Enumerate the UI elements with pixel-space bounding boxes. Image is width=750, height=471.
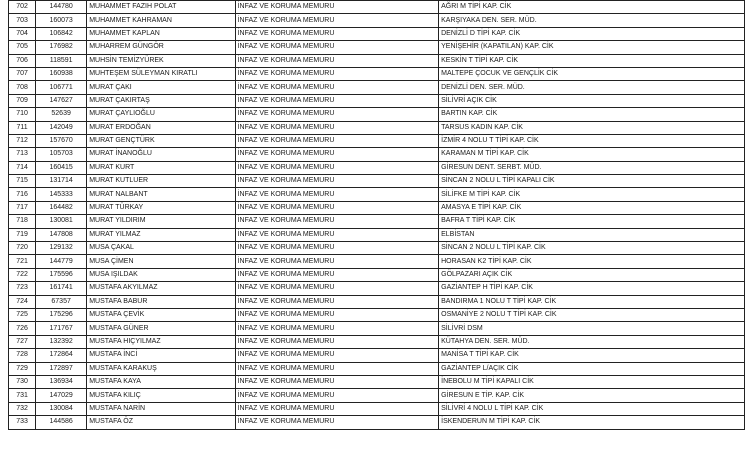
row-number: 728 xyxy=(9,349,36,362)
table-row xyxy=(9,14,745,27)
person-name: MUHAMMET FAZIH POLAT xyxy=(87,1,235,14)
registry-number: 142049 xyxy=(36,121,87,134)
row-number: 720 xyxy=(9,242,36,255)
registry-number: 131714 xyxy=(36,175,87,188)
registry-number: 147808 xyxy=(36,228,87,241)
person-name: MURAT YILMAZ xyxy=(87,228,235,241)
table-row xyxy=(9,362,745,375)
person-name: MUHAMMET KAHRAMAN xyxy=(87,14,235,27)
institution-name: SİNCAN 2 NOLU L TİPİ KAP. CİK xyxy=(439,242,745,255)
table-row xyxy=(9,188,745,201)
position-title: İNFAZ VE KORUMA MEMURU xyxy=(235,175,439,188)
institution-name: KÜTAHYA DEN. SER. MÜD. xyxy=(439,335,745,348)
person-name: MUSA IŞILDAK xyxy=(87,268,235,281)
row-number: 708 xyxy=(9,81,36,94)
position-title: İNFAZ VE KORUMA MEMURU xyxy=(235,54,439,67)
position-title: İNFAZ VE KORUMA MEMURU xyxy=(235,375,439,388)
position-title: İNFAZ VE KORUMA MEMURU xyxy=(235,161,439,174)
row-number: 717 xyxy=(9,201,36,214)
row-number: 716 xyxy=(9,188,36,201)
person-name: MURAT ERDOĞAN xyxy=(87,121,235,134)
registry-number: 175596 xyxy=(36,268,87,281)
registry-number: 147627 xyxy=(36,94,87,107)
registry-number: 145333 xyxy=(36,188,87,201)
registry-number: 160938 xyxy=(36,67,87,80)
table-row xyxy=(9,121,745,134)
institution-name: GÖLPAZARI AÇIK CİK xyxy=(439,268,745,281)
institution-name: MALTEPE ÇOCUK VE GENÇLİK CİK xyxy=(439,67,745,80)
position-title: İNFAZ VE KORUMA MEMURU xyxy=(235,215,439,228)
person-name: MUSTAFA KILIÇ xyxy=(87,389,235,402)
institution-name: KESKİN T TİPİ KAP. CİK xyxy=(439,54,745,67)
institution-name: KARŞIYAKA DEN. SER. MÜD. xyxy=(439,14,745,27)
row-number: 702 xyxy=(9,1,36,14)
person-name: MURAT YILDIRIM xyxy=(87,215,235,228)
table-row xyxy=(9,389,745,402)
position-title: İNFAZ VE KORUMA MEMURU xyxy=(235,94,439,107)
table-row xyxy=(9,322,745,335)
person-name: MUSTAFA ÖZ xyxy=(87,416,235,429)
institution-name: GAZİANTEP L/AÇIK CİK xyxy=(439,362,745,375)
position-title: İNFAZ VE KORUMA MEMURU xyxy=(235,1,439,14)
registry-number: 118591 xyxy=(36,54,87,67)
row-number: 727 xyxy=(9,335,36,348)
person-name: MUSTAFA İNCİ xyxy=(87,349,235,362)
institution-name: GAZİANTEP H TİPİ KAP. CİK xyxy=(439,282,745,295)
position-title: İNFAZ VE KORUMA MEMURU xyxy=(235,148,439,161)
institution-name: İSKENDERUN M TİPİ KAP. CİK xyxy=(439,416,745,429)
position-title: İNFAZ VE KORUMA MEMURU xyxy=(235,242,439,255)
person-name: MUSA ÇİMEN xyxy=(87,255,235,268)
table-row xyxy=(9,349,745,362)
registry-number: 130081 xyxy=(36,215,87,228)
table-row xyxy=(9,108,745,121)
institution-name: TARSUS KADIN KAP. CİK xyxy=(439,121,745,134)
institution-name: SİLİVRİ AÇIK CİK xyxy=(439,94,745,107)
row-number: 729 xyxy=(9,362,36,375)
table-row xyxy=(9,242,745,255)
person-name: MURAT TÜRKAY xyxy=(87,201,235,214)
row-number: 733 xyxy=(9,416,36,429)
position-title: İNFAZ VE KORUMA MEMURU xyxy=(235,188,439,201)
position-title: İNFAZ VE KORUMA MEMURU xyxy=(235,282,439,295)
position-title: İNFAZ VE KORUMA MEMURU xyxy=(235,108,439,121)
table-row xyxy=(9,1,745,14)
row-number: 704 xyxy=(9,27,36,40)
institution-name: İNEBOLU M TİPİ KAPALI CİK xyxy=(439,375,745,388)
institution-name: AĞRI M TİPİ KAP. CİK xyxy=(439,1,745,14)
person-name: MUHTEŞEM SÜLEYMAN KIRATLI xyxy=(87,67,235,80)
institution-name: BARTIN KAP. CİK xyxy=(439,108,745,121)
table-row xyxy=(9,402,745,415)
table-row xyxy=(9,295,745,308)
registry-number: 157670 xyxy=(36,134,87,147)
registry-number: 130084 xyxy=(36,402,87,415)
row-number: 724 xyxy=(9,295,36,308)
table-row xyxy=(9,375,745,388)
person-name: MUSA ÇAKAL xyxy=(87,242,235,255)
table-row xyxy=(9,148,745,161)
registry-number: 106771 xyxy=(36,81,87,94)
table-row xyxy=(9,81,745,94)
position-title: İNFAZ VE KORUMA MEMURU xyxy=(235,41,439,54)
position-title: İNFAZ VE KORUMA MEMURU xyxy=(235,27,439,40)
row-number: 706 xyxy=(9,54,36,67)
position-title: İNFAZ VE KORUMA MEMURU xyxy=(235,416,439,429)
position-title: İNFAZ VE KORUMA MEMURU xyxy=(235,121,439,134)
table-row xyxy=(9,67,745,80)
position-title: İNFAZ VE KORUMA MEMURU xyxy=(235,349,439,362)
row-number: 721 xyxy=(9,255,36,268)
row-number: 713 xyxy=(9,148,36,161)
registry-number: 136934 xyxy=(36,375,87,388)
row-number: 718 xyxy=(9,215,36,228)
institution-name: BAFRA T TİPİ KAP. CİK xyxy=(439,215,745,228)
position-title: İNFAZ VE KORUMA MEMURU xyxy=(235,389,439,402)
table-row xyxy=(9,27,745,40)
person-name: MUHSİN TEMİZYÜREK xyxy=(87,54,235,67)
table-row xyxy=(9,94,745,107)
registry-number: 171767 xyxy=(36,322,87,335)
institution-name: ELBİSTAN xyxy=(439,228,745,241)
person-name: MURAT ÇAKIRTAŞ xyxy=(87,94,235,107)
registry-number: 132392 xyxy=(36,335,87,348)
institution-name: SİNCAN 2 NOLU L TİPİ KAPALI CİK xyxy=(439,175,745,188)
person-name: MURAT NALBANT xyxy=(87,188,235,201)
row-number: 714 xyxy=(9,161,36,174)
position-title: İNFAZ VE KORUMA MEMURU xyxy=(235,134,439,147)
institution-name: AMASYA E TİPİ KAP. CİK xyxy=(439,201,745,214)
registry-number: 67357 xyxy=(36,295,87,308)
institution-name: SİLİVRİ DSM xyxy=(439,322,745,335)
institution-name: KARAMAN M TİPİ KAP. CİK xyxy=(439,148,745,161)
row-number: 712 xyxy=(9,134,36,147)
table-row xyxy=(9,134,745,147)
personnel-table xyxy=(8,0,745,430)
person-name: MUHAMMET KAPLAN xyxy=(87,27,235,40)
row-number: 715 xyxy=(9,175,36,188)
registry-number: 160073 xyxy=(36,14,87,27)
institution-name: SİLİVRİ 4 NOLU L TİPİ KAP. CİK xyxy=(439,402,745,415)
row-number: 722 xyxy=(9,268,36,281)
position-title: İNFAZ VE KORUMA MEMURU xyxy=(235,81,439,94)
position-title: İNFAZ VE KORUMA MEMURU xyxy=(235,402,439,415)
position-title: İNFAZ VE KORUMA MEMURU xyxy=(235,335,439,348)
registry-number: 105703 xyxy=(36,148,87,161)
table-row xyxy=(9,255,745,268)
person-name: MUSTAFA NARİN xyxy=(87,402,235,415)
row-number: 703 xyxy=(9,14,36,27)
institution-name: İZMİR 4 NOLU T TİPİ KAP. CİK xyxy=(439,134,745,147)
person-name: MUSTAFA GÜNER xyxy=(87,322,235,335)
row-number: 726 xyxy=(9,322,36,335)
row-number: 710 xyxy=(9,108,36,121)
person-name: MURAT İNANOĞLU xyxy=(87,148,235,161)
registry-number: 160415 xyxy=(36,161,87,174)
position-title: İNFAZ VE KORUMA MEMURU xyxy=(235,14,439,27)
institution-name: OSMANİYE 2 NOLU T TİPİ KAP. CİK xyxy=(439,308,745,321)
row-number: 730 xyxy=(9,375,36,388)
person-name: MURAT ÇAYLIOĞLU xyxy=(87,108,235,121)
registry-number: 164482 xyxy=(36,201,87,214)
institution-name: DENİZLİ D TİPİ KAP. CİK xyxy=(439,27,745,40)
institution-name: DENİZLİ DEN. SER. MÜD. xyxy=(439,81,745,94)
table-row xyxy=(9,41,745,54)
institution-name: GİRESUN E TİP. KAP. CİK xyxy=(439,389,745,402)
person-name: MUHARREM GÜNGÖR xyxy=(87,41,235,54)
row-number: 723 xyxy=(9,282,36,295)
table-row xyxy=(9,416,745,429)
table-row xyxy=(9,268,745,281)
table-row xyxy=(9,175,745,188)
table-row xyxy=(9,161,745,174)
table-row xyxy=(9,335,745,348)
position-title: İNFAZ VE KORUMA MEMURU xyxy=(235,201,439,214)
person-name: MURAT ÇAKI xyxy=(87,81,235,94)
registry-number: 144780 xyxy=(36,1,87,14)
registry-number: 161741 xyxy=(36,282,87,295)
row-number: 719 xyxy=(9,228,36,241)
registry-number: 172897 xyxy=(36,362,87,375)
institution-name: SİLİFKE M TİPİ KAP. CİK xyxy=(439,188,745,201)
person-name: MURAT KUTLUER xyxy=(87,175,235,188)
position-title: İNFAZ VE KORUMA MEMURU xyxy=(235,228,439,241)
registry-number: 175296 xyxy=(36,308,87,321)
institution-name: GİRESUN DENT. SERBT. MÜD. xyxy=(439,161,745,174)
table-row xyxy=(9,201,745,214)
registry-number: 106842 xyxy=(36,27,87,40)
row-number: 731 xyxy=(9,389,36,402)
institution-name: YENİŞEHİR (KAPATILAN) KAP. CİK xyxy=(439,41,745,54)
row-number: 707 xyxy=(9,67,36,80)
position-title: İNFAZ VE KORUMA MEMURU xyxy=(235,295,439,308)
person-name: MUSTAFA KARAKUŞ xyxy=(87,362,235,375)
row-number: 709 xyxy=(9,94,36,107)
registry-number: 144779 xyxy=(36,255,87,268)
row-number: 725 xyxy=(9,308,36,321)
position-title: İNFAZ VE KORUMA MEMURU xyxy=(235,322,439,335)
institution-name: MANİSA T TİPİ KAP. CİK xyxy=(439,349,745,362)
table-body xyxy=(9,1,745,430)
person-name: MUSTAFA AKYILMAZ xyxy=(87,282,235,295)
registry-number: 52639 xyxy=(36,108,87,121)
position-title: İNFAZ VE KORUMA MEMURU xyxy=(235,268,439,281)
person-name: MUSTAFA ÇEVİK xyxy=(87,308,235,321)
person-name: MURAT KURT xyxy=(87,161,235,174)
institution-name: HORASAN K2 TİPİ KAP. CİK xyxy=(439,255,745,268)
table-row xyxy=(9,308,745,321)
registry-number: 176982 xyxy=(36,41,87,54)
row-number: 705 xyxy=(9,41,36,54)
position-title: İNFAZ VE KORUMA MEMURU xyxy=(235,255,439,268)
table-row xyxy=(9,215,745,228)
position-title: İNFAZ VE KORUMA MEMURU xyxy=(235,308,439,321)
row-number: 732 xyxy=(9,402,36,415)
table-row xyxy=(9,54,745,67)
person-name: MUSTAFA KAYA xyxy=(87,375,235,388)
registry-number: 129132 xyxy=(36,242,87,255)
registry-number: 147029 xyxy=(36,389,87,402)
person-name: MUSTAFA HIÇYILMAZ xyxy=(87,335,235,348)
row-number: 711 xyxy=(9,121,36,134)
registry-number: 144586 xyxy=(36,416,87,429)
table-row xyxy=(9,282,745,295)
person-name: MUSTAFA BABUR xyxy=(87,295,235,308)
position-title: İNFAZ VE KORUMA MEMURU xyxy=(235,67,439,80)
person-name: MURAT GENÇTÜRK xyxy=(87,134,235,147)
registry-number: 172864 xyxy=(36,349,87,362)
institution-name: BANDIRMA 1 NOLU T TİPİ KAP. CİK xyxy=(439,295,745,308)
position-title: İNFAZ VE KORUMA MEMURU xyxy=(235,362,439,375)
table-row xyxy=(9,228,745,241)
